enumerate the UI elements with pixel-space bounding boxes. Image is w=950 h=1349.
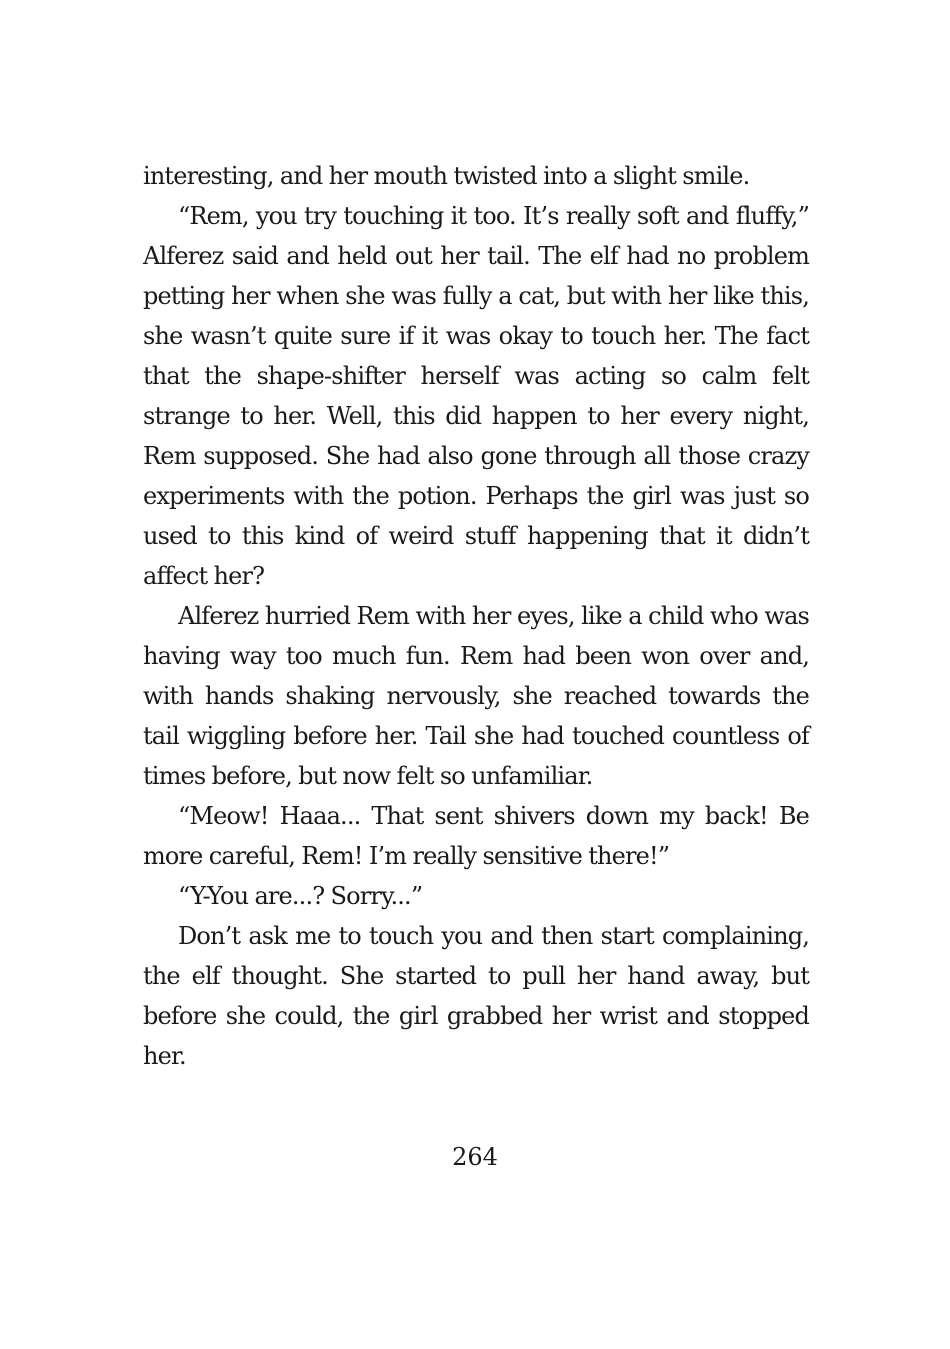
page-number: 264 (452, 1143, 498, 1171)
paragraph-dialogue-meow: “Meow! Haaa... That sent shivers down my back! Be more careful, Rem! I’m really sensitive there!” (143, 802, 809, 870)
paragraph-alferez-hurried: Alferez hurried Rem with her eyes, like a child who was having way too much fun. Rem had been won over and, with hands shaking nervously, she reached towards the tail wiggling before her. Tail she had touched countless of times before, but now felt so unfamiliar. (143, 602, 809, 790)
paragraph-dialogue-sorry: “Y-You are...? Sorry...” (178, 882, 423, 910)
paragraph-dialogue-rem-touch: “Rem, you try touching it too. It’s really soft and fluffy,” Alferez said and held out her tail. The elf had no problem petting her when she was fully a cat, but with her like this, she wasn’t quite sure if it was okay to touch her. The fact that the shape-shifter herself was acting so calm felt strange to her. Well, this did happen to her every night, Rem supposed. She had also gone through all those crazy experiments with the potion. Perhaps the girl was just so used to this kind of weird stuff happening that it didn’t affect her? (143, 202, 809, 590)
paragraph-continuation: interesting, and her mouth twisted into a slight smile. (143, 162, 750, 190)
body-text (143, 156, 809, 1076)
paragraph-elf-thought: Don’t ask me to touch you and then start complaining, the elf thought. She started to pull her hand away, but before she could, the girl grabbed her wrist and stopped her. (143, 922, 809, 1070)
